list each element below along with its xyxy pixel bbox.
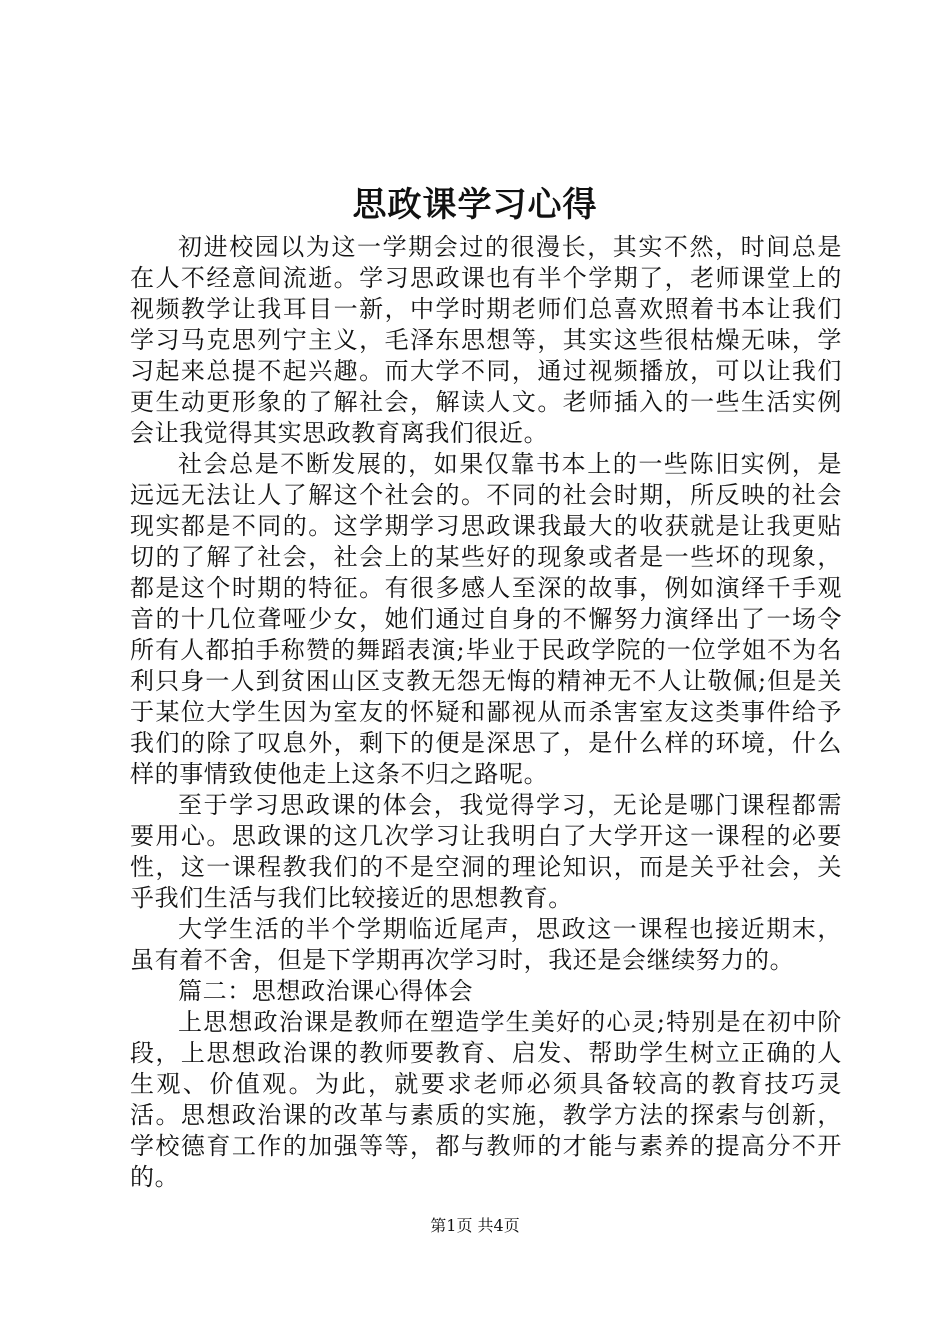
paragraph-5: 上思想政治课是教师在塑造学生美好的心灵;特别是在初中阶段，上思想政治课的教师要教育、启发、帮助学生树立正确的人生观、价值观。为此，就要求老师必须具备较高的教育技巧灵活。思想政治课的改革与素质的实施，教学方法的探索与创新，学校德育工作的加强等等，都与教师的才能与素养的提高分不开的。 bbox=[130, 1008, 842, 1191]
paragraph-2: 社会总是不断发展的，如果仅靠书本上的一些陈旧实例，是远远无法让人了解这个社会的。不同的社会时期，所反映的社会现实都是不同的。这学期学习思政课我最大的收获就是让我更贴切的了解了社会，社会上的某些好的现象或者是一些坏的现象，都是这个时期的特征。有很多感人至深的故事，例如演绎千手观音的十几位聋哑少女，她们通过自身的不懈努力演绎出了一场令所有人都拍手称赞的舞蹈表演;毕业于民政学院的一位学姐不为名利只身一人到贫困山区支教无怨无悔的精神无不人让敬佩;但是关于某位大学生因为室友的怀疑和鄙视从而杀害室友这类事件给予我们的除了叹息外，剩下的便是深思了，是什么样的环境，什么样的事情致使他走上这条不归之路呢。 bbox=[130, 450, 842, 788]
paragraph-3: 至于学习思政课的体会，我觉得学习，无论是哪门课程都需要用心。思政课的这几次学习让我明白了大学开这一课程的必要性，这一课程教我们的不是空洞的理论知识，而是关乎社会，关乎我们生活与我们比较接近的思想教育。 bbox=[130, 791, 842, 912]
paragraph-4: 大学生活的半个学期临近尾声，思政这一课程也接近期末，虽有着不舍，但是下学期再次学习时，我还是会继续努力的。 bbox=[130, 915, 842, 974]
section-heading: 篇二：思想政治课心得体会 bbox=[178, 977, 474, 1005]
document-title: 思政课学习心得 bbox=[352, 185, 598, 225]
page-footer: 第1页 共4页 bbox=[430, 1216, 520, 1235]
paragraph-1: 初进校园以为这一学期会过的很漫长，其实不然，时间总是在人不经意间流逝。学习思政课也有半个学期了，老师课堂上的视频教学让我耳目一新，中学时期老师们总喜欢照着书本让我们学习马克思列宁主义，毛泽东思想等，其实这些很枯燥无味，学习起来总提不起兴趣。而大学不同，通过视频播放，可以让我们更生动更形象的了解社会，解读人文。老师插入的一些生活实例会让我觉得其实思政教育离我们很近。 bbox=[130, 233, 842, 447]
document-body bbox=[130, 232, 842, 1193]
